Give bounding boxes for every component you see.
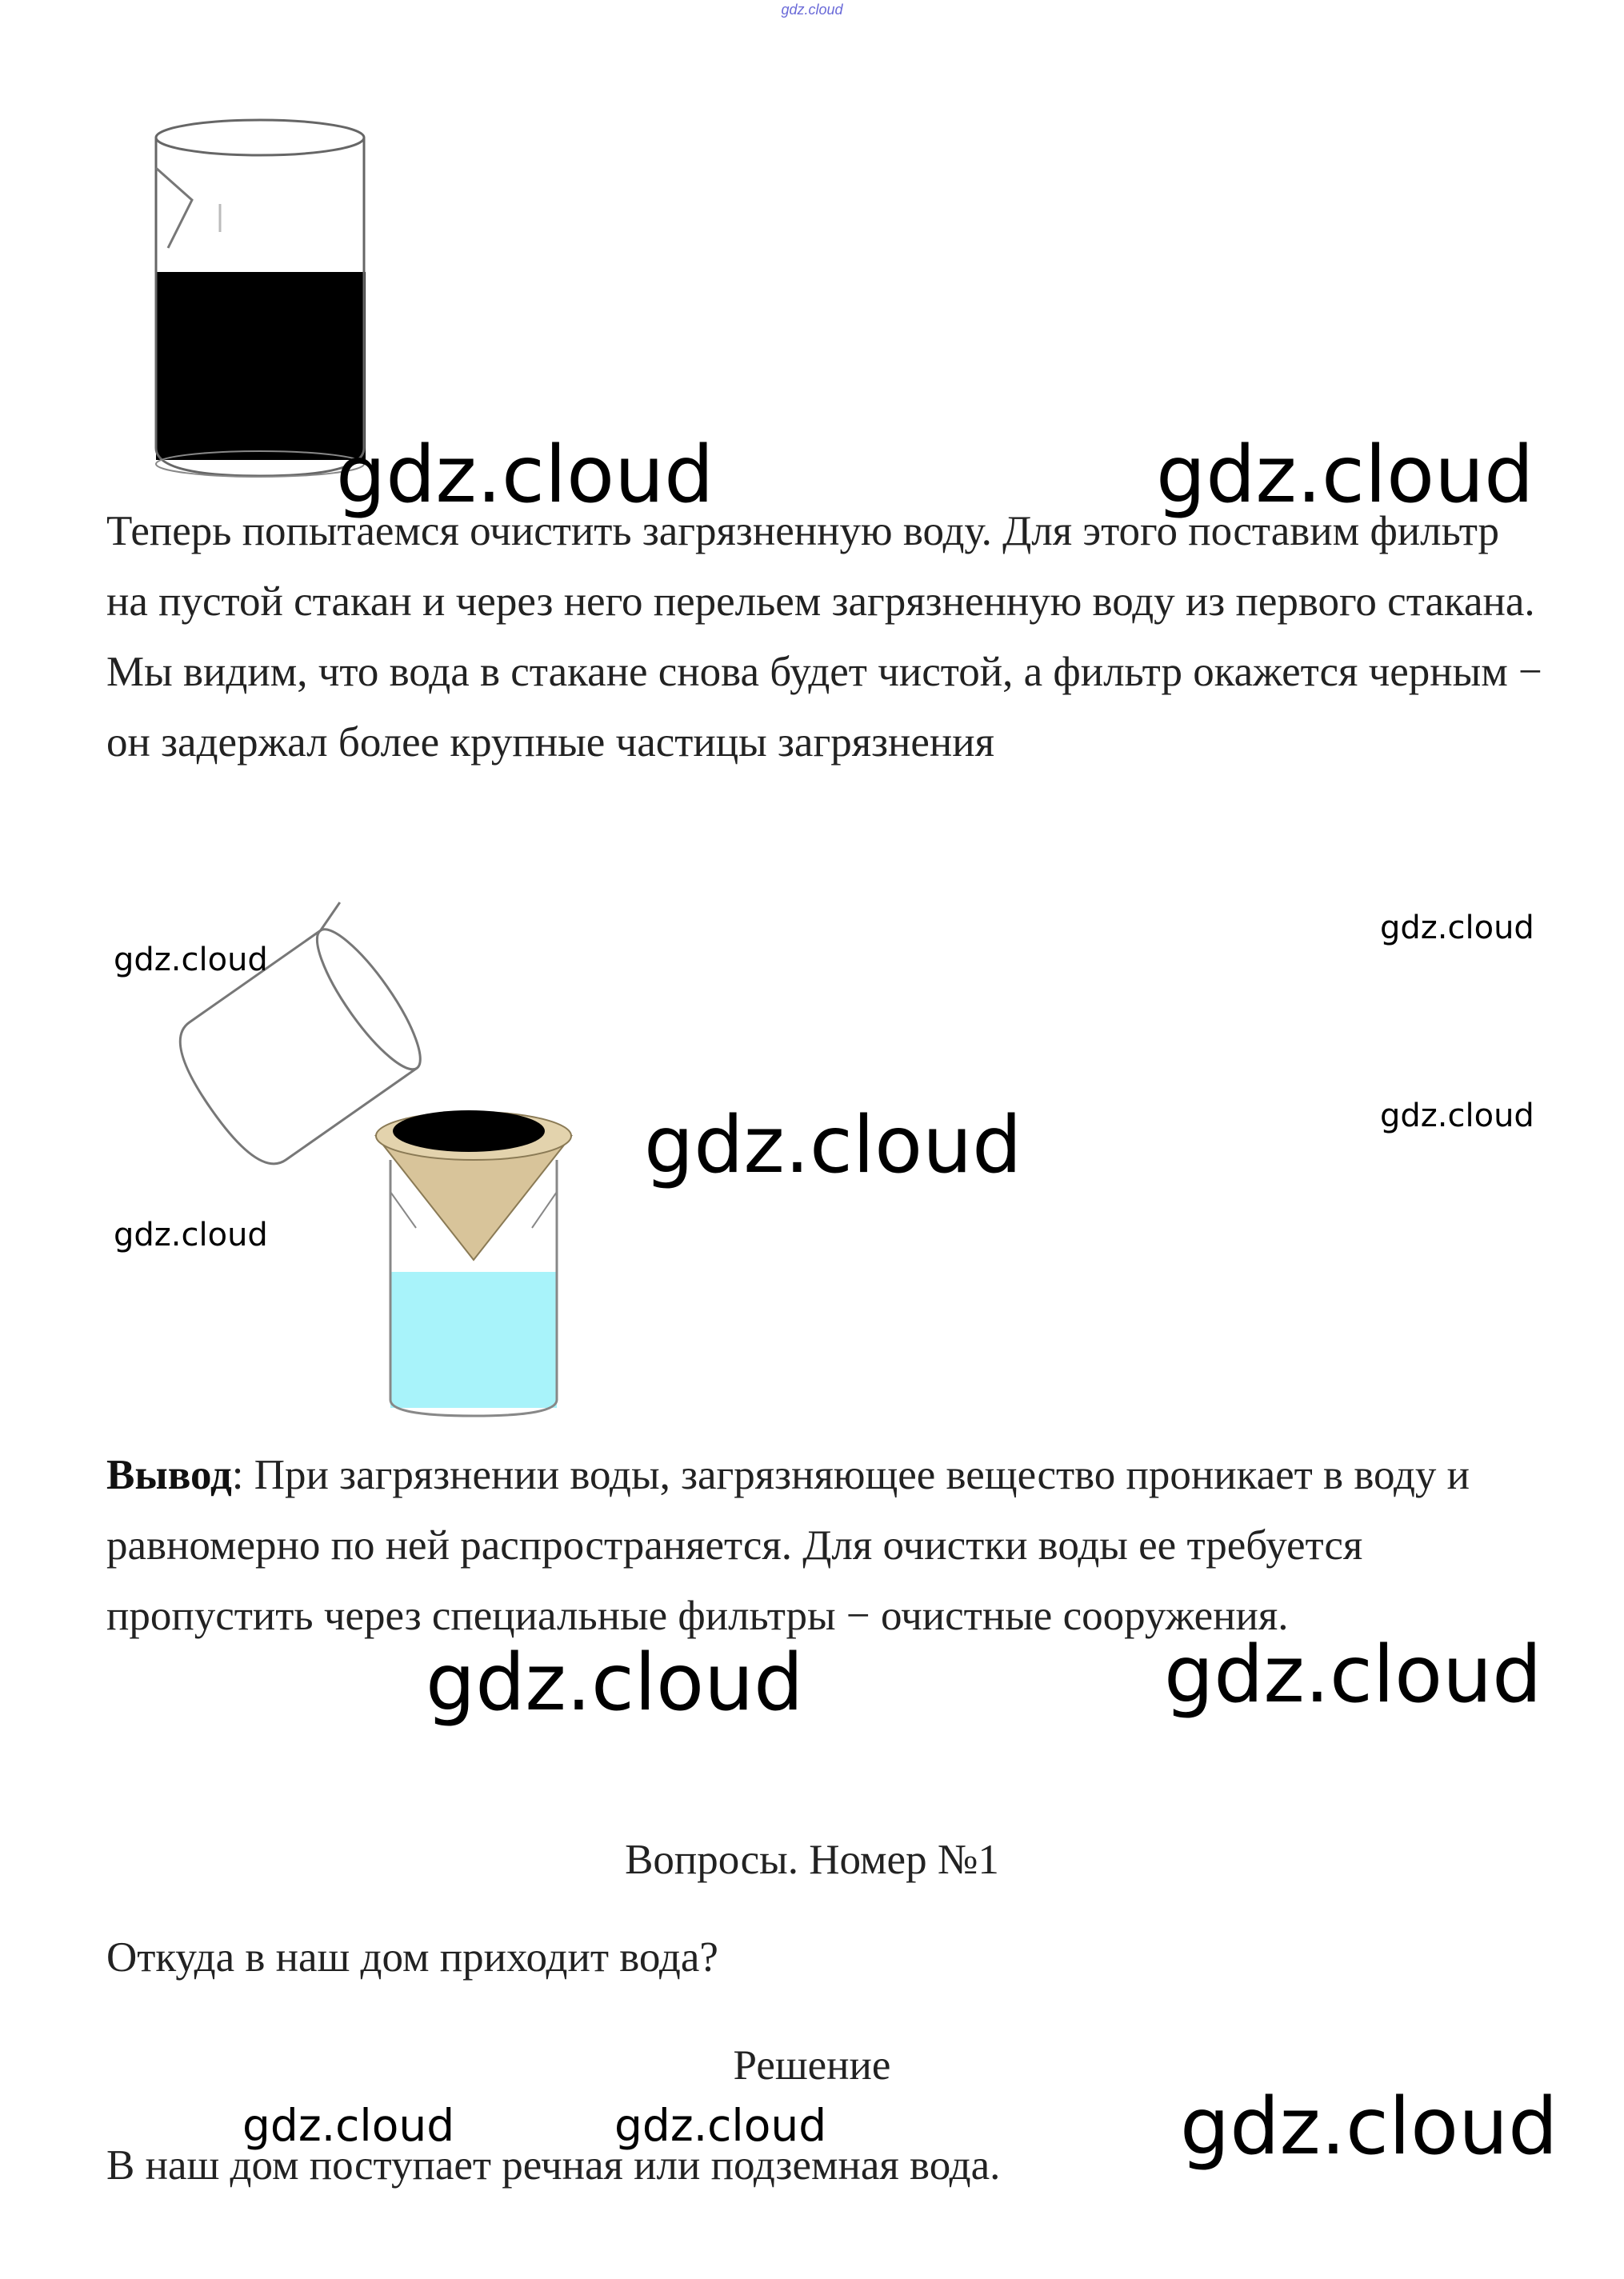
conclusion-paragraph	[106, 1440, 1546, 1651]
questions-heading: Вопросы. Номер №1	[625, 1837, 999, 1883]
header-mark: gdz.cloud	[781, 2, 843, 18]
watermark: gdz.cloud	[426, 1637, 804, 1729]
solution-heading: Решение	[733, 2042, 891, 2089]
watermark: gdz.cloud	[1380, 910, 1534, 946]
watermark: gdz.cloud	[1180, 2081, 1558, 2173]
watermark: gdz.cloud	[1156, 430, 1534, 521]
watermark: gdz.cloud	[114, 1217, 268, 1253]
answer-text: В наш дом поступает речная или подземная вода.	[106, 2142, 1001, 2189]
paragraph-filter-experiment: Теперь попытаемся очистить загрязненную воду. Для этого поставим фильтр на пустой стакан и через него перельем загрязненную воду из первого стакана. Мы видим, что вода в стакане снова будет чистой, а фильтр окажется черным − он задержал более крупные частицы загрязнения	[106, 508, 1542, 766]
conclusion-text: : При загрязнении воды, загрязняющее вещество проникает в воду и равномерно по ней распространяется. Для очистки воды ее требуется пропустить через специальные фильтры − очистные сооружения.	[106, 1452, 1470, 1639]
watermark: gdz.cloud	[242, 2100, 455, 2151]
watermark: gdz.cloud	[1380, 1098, 1534, 1134]
question-text: Откуда в наш дом приходит вода?	[106, 1934, 718, 1981]
watermark: gdz.cloud	[114, 942, 268, 978]
conclusion-label: Вывод	[106, 1452, 232, 1498]
watermark: gdz.cloud	[1164, 1629, 1542, 1721]
watermark: gdz.cloud	[336, 430, 714, 521]
watermark: gdz.cloud	[644, 1100, 1022, 1191]
watermark: gdz.cloud	[614, 2100, 827, 2151]
beaker-with-filter-icon	[368, 1096, 584, 1424]
